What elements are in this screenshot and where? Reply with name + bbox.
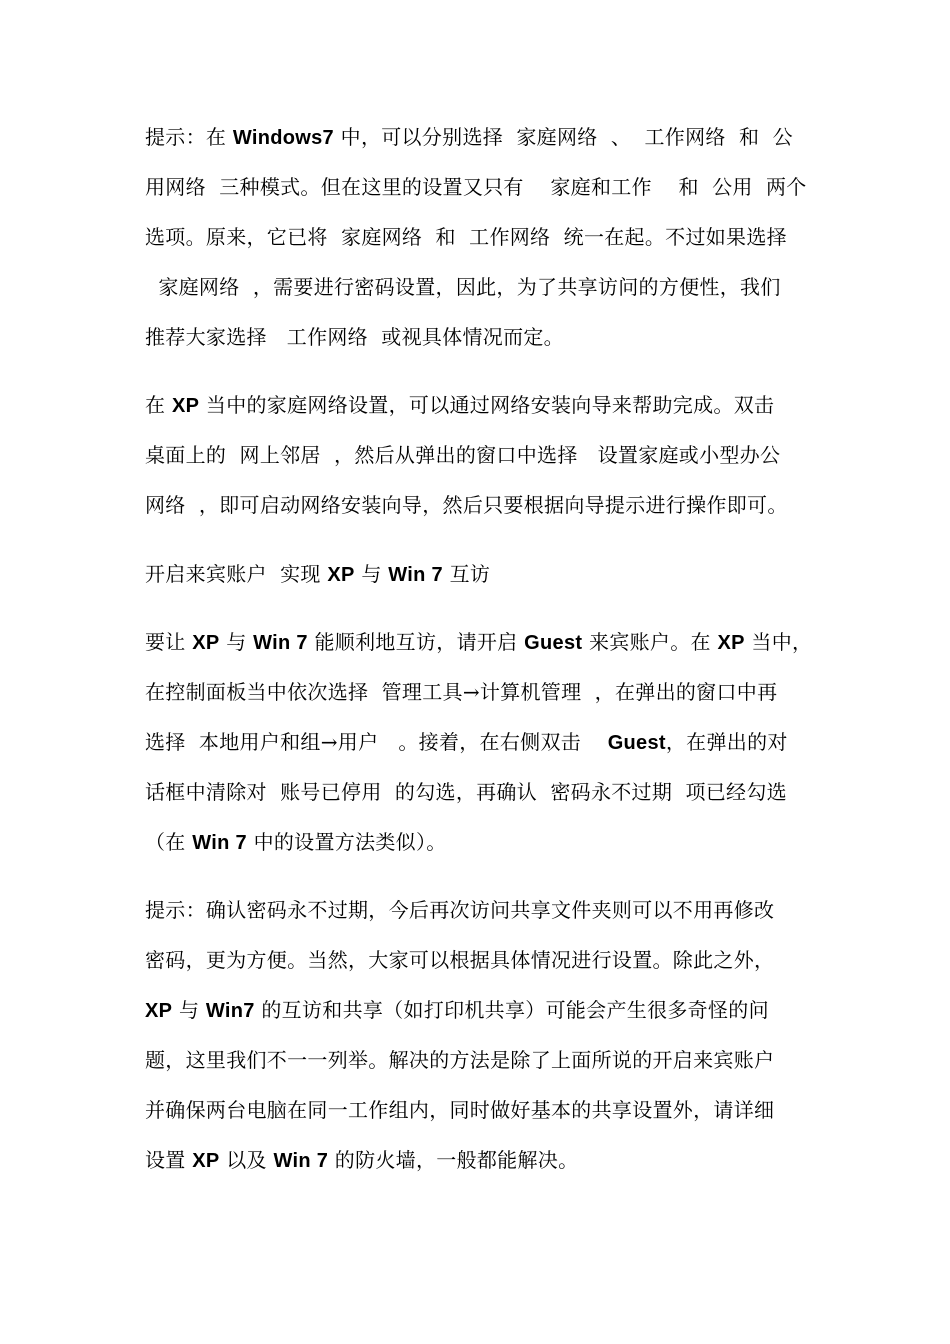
text-line [145, 1097, 825, 1123]
text-run: 以及 [219, 1148, 274, 1172]
bold-term: XP [145, 1000, 173, 1022]
text-run: 设置 [145, 1148, 193, 1172]
text-line [145, 1047, 825, 1073]
text-line [145, 492, 825, 518]
text-line [145, 779, 825, 805]
bold-term: Win 7 [192, 832, 247, 854]
text-run: 推荐大家选择 工作网络 或视具体情况而定。 [145, 325, 564, 349]
text-line [145, 174, 825, 200]
text-line [145, 1147, 825, 1174]
text-line [145, 324, 825, 350]
text-run: 与 [172, 998, 206, 1022]
text-run: （在 [145, 830, 193, 854]
text-line [145, 729, 825, 756]
text-line [145, 629, 825, 656]
text-run: 中，可以分别选择 家庭网络 、 工作网络 和 公 [333, 125, 793, 149]
text-run: 网络 ，即可启动网络安装向导，然后只要根据向导提示进行操作即可。 [145, 493, 788, 517]
bold-term: XP [171, 395, 200, 417]
bold-term: XP [327, 564, 355, 586]
bold-term: XP [192, 1150, 220, 1172]
bold-term: XP [192, 632, 220, 654]
text-line [145, 442, 825, 468]
text-run: 话框中清除对 账号已停用 的勾选，再确认 密码永不过期 项已经勾选 [145, 780, 787, 804]
text-run: 与 [354, 562, 389, 586]
text-run: 来宾账户。在 [582, 630, 718, 654]
text-run: 当中的家庭网络设置，可以通过网络安装向导来帮助完成。双击 [199, 393, 775, 417]
text-line [145, 124, 825, 151]
text-run: 密码，更为方便。当然，大家可以根据具体情况进行设置。除此之外， [145, 948, 775, 972]
text-line [145, 947, 825, 973]
text-run: 题，这里我们不一一列举。解决的方法是除了上面所说的开启来宾账户 [145, 1048, 775, 1072]
bold-term: Windows7 [232, 127, 334, 149]
text-run: 选项。原来，它已将 家庭网络 和 工作网络 统一在起。不过如果选择 [145, 225, 787, 249]
text-run: 的防火墙，一般都能解决。 [328, 1148, 579, 1172]
text-run: 选择 本地用户和组→用户 。接着，在右侧双击 [145, 730, 608, 754]
text-run: 用网络 三种模式。但在这里的设置又只有 家庭和工作 和 公用 两个 [145, 175, 807, 199]
text-line [145, 224, 825, 250]
bold-term: Win7 [205, 1000, 255, 1022]
bold-term: Win 7 [388, 564, 443, 586]
text-run: 要让 [145, 630, 193, 654]
text-line [145, 829, 825, 856]
text-run: 当中， [744, 630, 813, 654]
text-run: 并确保两台电脑在同一工作组内，同时做好基本的共享设置外，请详细 [145, 1098, 775, 1122]
text-run: 中的设置方法类似）。 [246, 830, 447, 854]
bold-term: Guest [607, 732, 666, 754]
text-line [145, 997, 825, 1024]
text-run: 开启来宾账户 实现 [145, 562, 328, 586]
text-run: 提示：确认密码永不过期，今后再次访问共享文件夹则可以不用再修改 [145, 898, 775, 922]
bold-term: Guest [524, 632, 583, 654]
text-line [145, 897, 825, 923]
text-line [145, 392, 825, 419]
text-run: 互访 [442, 562, 491, 586]
text-line [145, 679, 825, 705]
text-line [145, 561, 825, 588]
text-run: 家庭网络 ，需要进行密码设置，因此，为了共享访问的方便性，我们 [145, 275, 781, 299]
text-run: 桌面上的 网上邻居 ，然后从弹出的窗口中选择 设置家庭或小型办公 [145, 443, 781, 467]
bold-term: Win 7 [253, 632, 308, 654]
text-line [145, 274, 825, 300]
text-run: 在 [145, 393, 172, 417]
text-run: 在控制面板当中依次选择 管理工具→计算机管理 ，在弹出的窗口中再 [145, 680, 778, 704]
bold-term: XP [717, 632, 745, 654]
text-run: 提示：在 [145, 125, 233, 149]
bold-term: Win 7 [273, 1150, 329, 1172]
text-run: 的互访和共享（如打印机共享）可能会产生很多奇怪的问 [254, 998, 769, 1022]
text-run: 能顺利地互访，请开启 [307, 630, 525, 654]
text-run: 与 [219, 630, 254, 654]
text-run: ，在弹出的对 [665, 730, 788, 754]
